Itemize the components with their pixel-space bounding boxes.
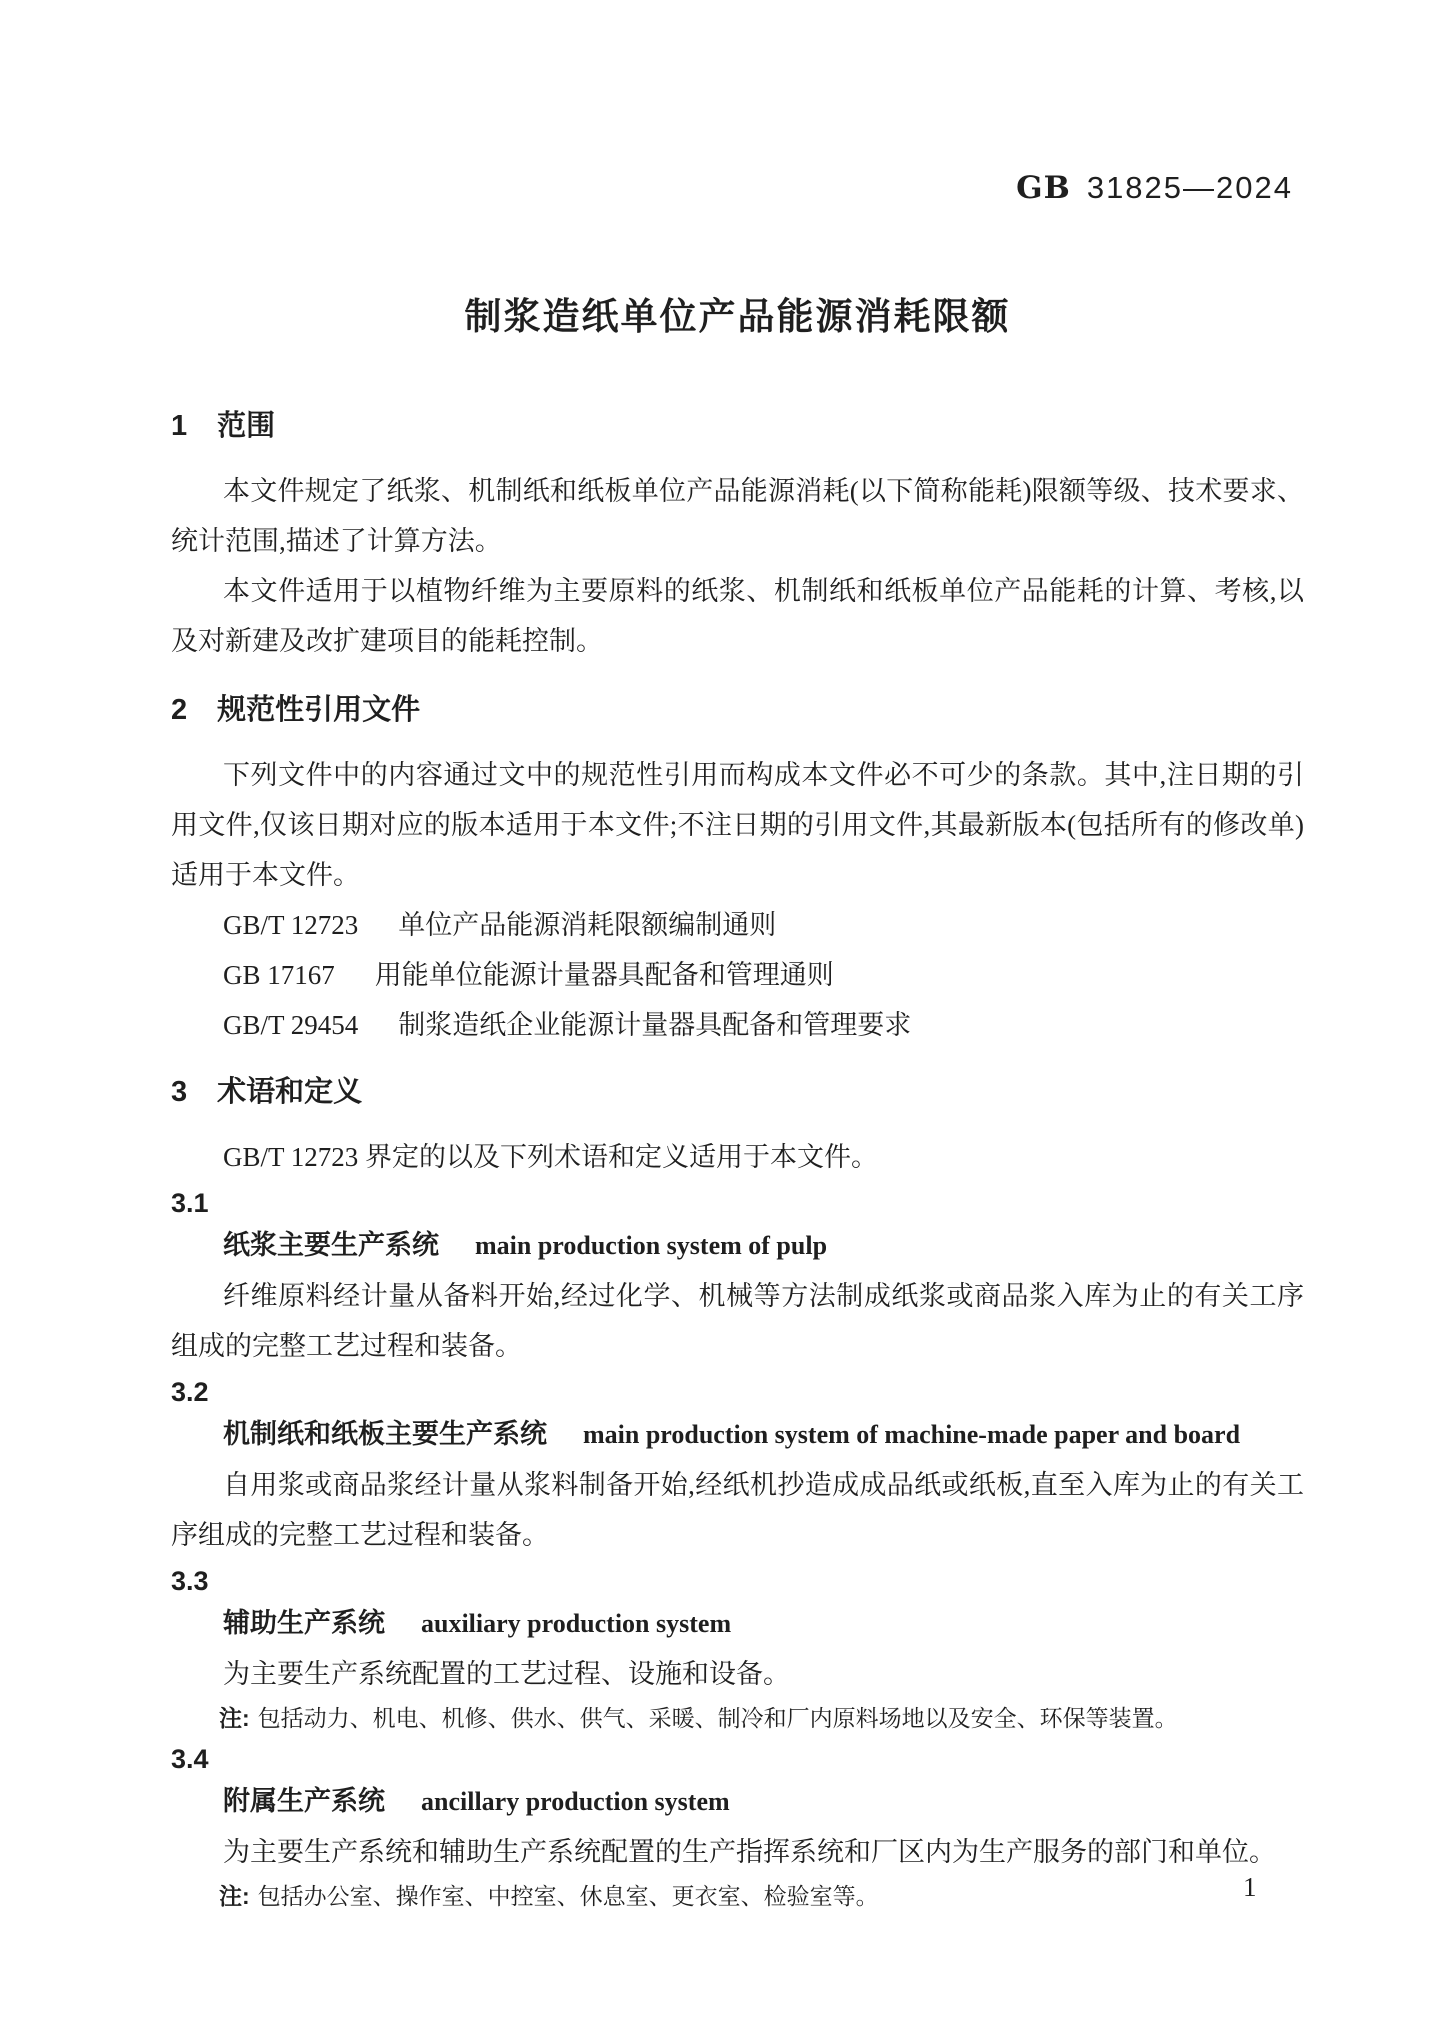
term-definition: 为主要生产系统配置的工艺过程、设施和设备。 [223,1659,790,1689]
section-heading-normative-references [171,690,1304,730]
note [171,1699,1304,1738]
term-zh: 辅助生产系统 [223,1608,385,1638]
standard-code-number: 31825—2024 [1086,170,1293,205]
section-number: 1 [171,410,188,442]
reference-item [171,900,1304,950]
section-scope [171,406,1304,666]
note-text: 包括动力、机电、机修、供水、供气、采暖、制冷和厂内原料场地以及安全、环保等装置。 [257,1706,1178,1731]
clause-number: 3.1 [171,1188,209,1218]
reference-code: GB/T 12723 [223,910,359,940]
reference-item [171,1000,1304,1050]
note-text: 包括办公室、操作室、中控室、休息室、更衣室、检验室等。 [257,1884,879,1909]
note-label: 注: [219,1705,250,1731]
reference-title: 制浆造纸企业能源计量器具配备和管理要求 [398,1010,912,1040]
paragraph: 本文件规定了纸浆、机制纸和纸板单位产品能源消耗(以下简称能耗)限额等级、技术要求、统计范围,描述了计算方法。 [171,476,1304,556]
section-number: 3 [171,1076,188,1108]
section-title: 术语和定义 [217,1076,363,1108]
clause-number: 3.4 [171,1744,209,1774]
standard-code-prefix: GB [1016,170,1071,206]
term-definition: 为主要生产系统和辅助生产系统配置的生产指挥系统和厂区内为生产服务的部门和单位。 [223,1837,1276,1867]
reference-code: GB/T 29454 [223,1010,359,1040]
term-en: main production system of pulp [475,1231,828,1260]
section-heading-scope [171,406,1304,446]
clause-number: 3.3 [171,1566,209,1596]
section-terms-definitions [171,1072,1304,1916]
terms-intro-paragraph: GB/T 12723 界定的以及下列术语和定义适用于本文件。 [223,1142,879,1172]
document-content [171,294,1304,1916]
clause-number: 3.2 [171,1377,209,1407]
paragraph: 下列文件中的内容通过文中的规范性引用而构成本文件必不可少的条款。其中,注日期的引用文件,仅该日期对应的版本适用于本文件;不注日期的引用文件,其最新版本(包括所有的修改单)适用于本文件。 [171,760,1304,890]
term-en: ancillary production system [421,1787,730,1816]
document-title: 制浆造纸单位产品能源消耗限额 [464,296,1011,337]
reference-item [171,950,1304,1000]
term-zh: 纸浆主要生产系统 [223,1230,439,1260]
reference-title: 单位产品能源消耗限额编制通则 [398,910,777,940]
term-heading [171,1224,1304,1271]
reference-title: 用能单位能源计量器具配备和管理通则 [374,960,834,990]
note [171,1877,1304,1916]
standard-code [1016,170,1293,206]
term-heading [171,1413,1304,1460]
section-title: 规范性引用文件 [217,694,421,726]
term-zh: 附属生产系统 [223,1786,385,1816]
term-heading [171,1602,1304,1649]
term-heading [171,1780,1304,1827]
term-zh: 机制纸和纸板主要生产系统 [223,1419,547,1449]
term-definition: 纤维原料经计量从备料开始,经过化学、机械等方法制成纸浆或商品浆入库为止的有关工序组成的完整工艺过程和装备。 [171,1281,1304,1361]
term-definition: 自用浆或商品浆经计量从浆料制备开始,经纸机抄造成成品纸或纸板,直至入库为止的有关工序组成的完整工艺过程和装备。 [171,1470,1304,1550]
term-en: main production system of machine-made paper and board [583,1420,1241,1449]
paragraph: 本文件适用于以植物纤维为主要原料的纸浆、机制纸和纸板单位产品能耗的计算、考核,以及对新建及改扩建项目的能耗控制。 [171,576,1304,656]
section-title: 范围 [217,410,276,442]
reference-code: GB 17167 [223,960,335,990]
section-heading-terms-definitions [171,1072,1304,1112]
section-normative-references [171,690,1304,1050]
reference-list [171,900,1304,1050]
note-label: 注: [219,1883,250,1909]
page-number: 1 [1243,1872,1257,1902]
term-en: auxiliary production system [421,1609,732,1638]
section-number: 2 [171,694,188,726]
